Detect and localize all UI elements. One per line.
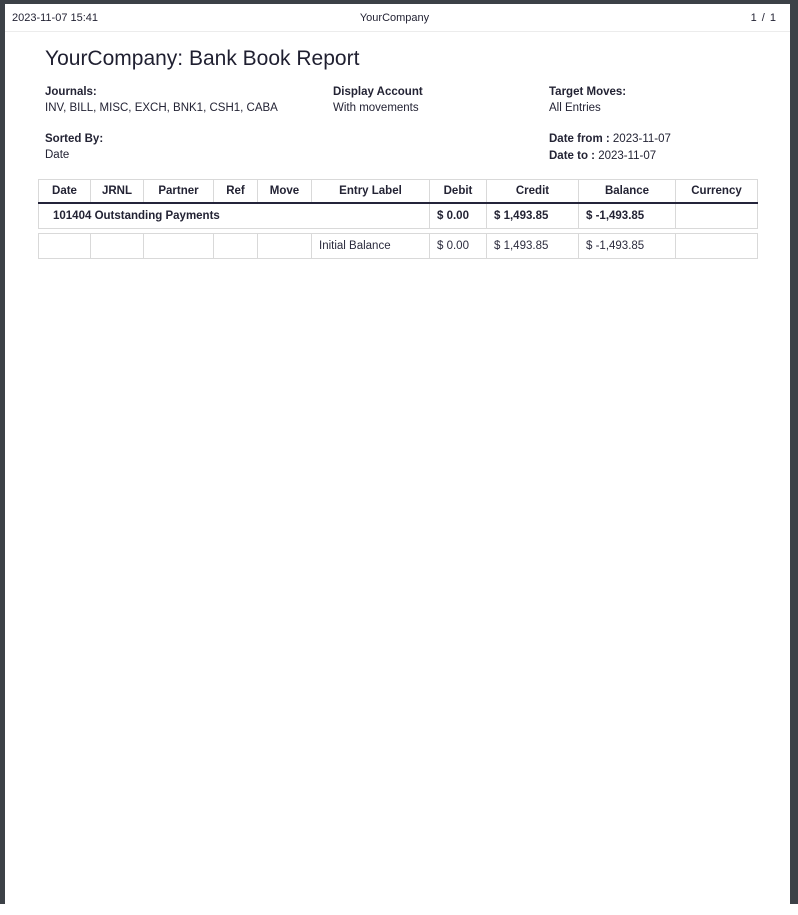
detail-debit: $ 0.00: [430, 234, 487, 259]
date-to-label: Date to :: [549, 150, 595, 162]
detail-currency: [676, 234, 758, 259]
filters-section: [45, 84, 757, 165]
detail-jrnl: [91, 234, 144, 259]
detail-balance: $ -1,493.85: [579, 234, 676, 259]
filters-row-2: [45, 131, 757, 165]
sorted-by-value: Date: [45, 149, 70, 161]
journals-label: Journals:: [45, 86, 97, 98]
col-header-partner: Partner: [144, 180, 214, 204]
display-account-label: Display Account: [333, 86, 423, 98]
table-header-row: [39, 180, 758, 204]
col-header-currency: Currency: [676, 180, 758, 204]
account-group-row: [39, 203, 758, 229]
report-title: YourCompany: Bank Book Report: [45, 47, 360, 70]
col-header-ref: Ref: [214, 180, 258, 204]
bank-book-table-section: [38, 179, 757, 259]
journals-value: INV, BILL, MISC, EXCH, BNK1, CSH1, CABA: [45, 102, 278, 114]
detail-move: [258, 234, 312, 259]
filter-target-moves: [549, 84, 757, 116]
col-header-credit: Credit: [487, 180, 579, 204]
date-from-value: 2023-11-07: [612, 133, 671, 145]
account-currency: [676, 203, 758, 229]
detail-date: [39, 234, 91, 259]
date-from-label: Date from :: [549, 133, 610, 145]
display-account-value: With movements: [333, 102, 419, 114]
account-credit: $ 1,493.85: [487, 203, 579, 229]
col-header-debit: Debit: [430, 180, 487, 204]
filters-row2-spacer: [333, 131, 549, 165]
filters-row-1: [45, 84, 757, 116]
account-debit: $ 0.00: [430, 203, 487, 229]
bank-book-table-details: [38, 233, 758, 259]
report-page: [5, 4, 790, 904]
date-from-line: [549, 131, 757, 148]
col-header-jrnl: JRNL: [91, 180, 144, 204]
print-datetime: 2023-11-07 15:41: [12, 12, 99, 24]
detail-row-initial-balance: [39, 234, 758, 259]
company-name: YourCompany: [359, 12, 430, 24]
filter-sorted-by: [45, 131, 333, 165]
filter-display-account: [333, 84, 549, 116]
col-header-balance: Balance: [579, 180, 676, 204]
detail-entry-label: Initial Balance: [312, 234, 430, 259]
detail-credit: $ 1,493.85: [487, 234, 579, 259]
filter-dates: [549, 131, 757, 165]
account-balance: $ -1,493.85: [579, 203, 676, 229]
page-number: 1 / 1: [750, 12, 777, 24]
filter-journals: [45, 84, 333, 116]
date-to-value: 2023-11-07: [598, 150, 657, 162]
detail-ref: [214, 234, 258, 259]
account-group-label: 101404 Outstanding Payments: [39, 203, 430, 229]
sorted-by-label: Sorted By:: [45, 133, 104, 145]
date-to-line: [549, 148, 757, 165]
col-header-date: Date: [39, 180, 91, 204]
target-moves-label: Target Moves:: [549, 86, 627, 98]
page-running-header: [5, 4, 790, 32]
detail-partner: [144, 234, 214, 259]
col-header-move: Move: [258, 180, 312, 204]
col-header-entry-label: Entry Label: [312, 180, 430, 204]
bank-book-table-header: [38, 179, 758, 229]
target-moves-value: All Entries: [549, 102, 601, 114]
